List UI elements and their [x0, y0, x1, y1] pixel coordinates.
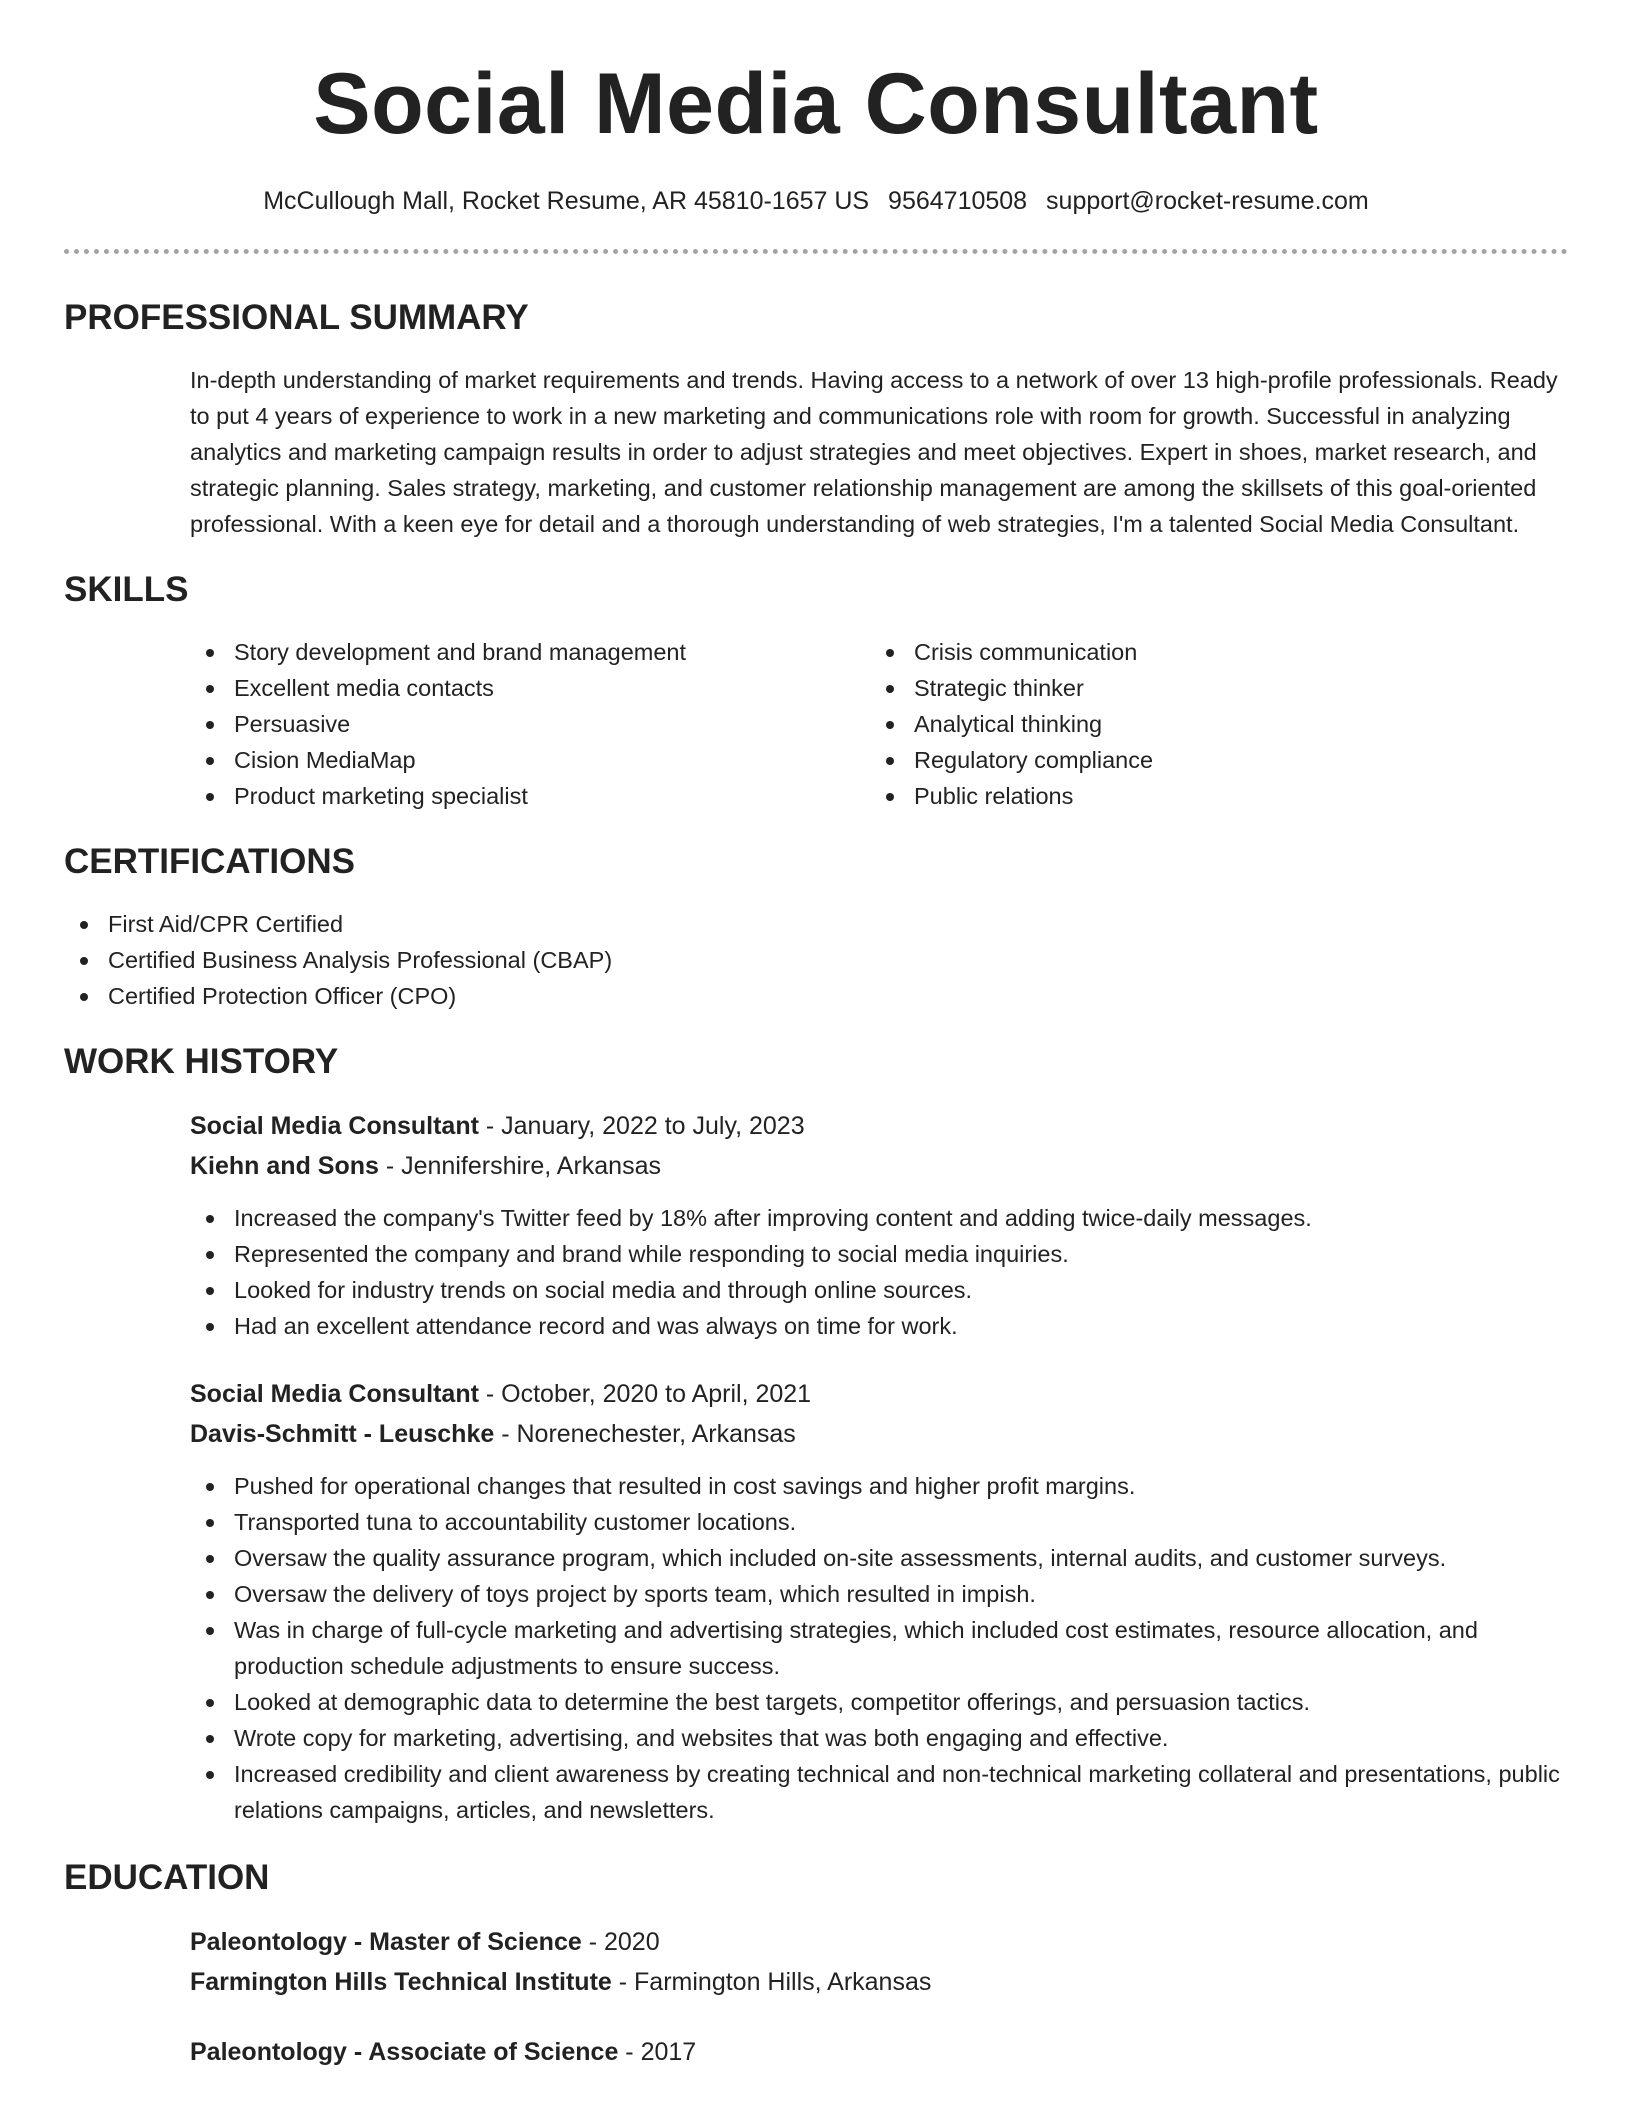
bullet-icon: [886, 793, 894, 801]
list-item: Was in charge of full-cycle marketing and advertising strategies, which included cost estimates, resource allocation, and production schedule adjustments to ensure success.: [190, 1612, 1568, 1684]
email: support@rocket-resume.com: [1046, 187, 1369, 215]
bullet-icon: [206, 793, 214, 801]
bullet-icon: [206, 685, 214, 693]
list-item: Pushed for operational changes that resulted in cost savings and higher profit margins.: [190, 1468, 1568, 1504]
candidate-name: Social Media Consultant: [313, 56, 1319, 152]
list-item: Analytical thinking: [870, 706, 1550, 742]
job-entry: [190, 1106, 1568, 1344]
job-company-line: [190, 1414, 1568, 1454]
address: McCullough Mall, Rocket Resume, AR 45810-1657 US: [263, 187, 870, 215]
list-item: Certified Protection Officer (CPO): [64, 978, 1568, 1014]
bullet-icon: [206, 1591, 214, 1599]
list-item: Public relations: [870, 778, 1550, 814]
summary-heading: PROFESSIONAL SUMMARY: [64, 298, 529, 337]
education-entry: [190, 2032, 1568, 2072]
list-item: Certified Business Analysis Professional (CBAP): [64, 942, 1568, 978]
header-divider: [64, 249, 1568, 254]
list-item: Had an excellent attendance record and was always on time for work.: [190, 1308, 1568, 1344]
bullet-icon: [206, 1287, 214, 1295]
list-item: Story development and brand management: [190, 634, 870, 670]
bullet-icon: [206, 757, 214, 765]
certifications-section: [64, 842, 1568, 1014]
job-dates: - October, 2020 to April, 2021: [478, 1380, 812, 1408]
skills-left-column: [190, 634, 870, 814]
bullet-icon: [886, 757, 894, 765]
bullet-icon: [206, 649, 214, 657]
work-history-heading: WORK HISTORY: [64, 1042, 339, 1081]
bullet-icon: [206, 721, 214, 729]
list-item: Transported tuna to accountability customer locations.: [190, 1504, 1568, 1540]
bullet-icon: [206, 1735, 214, 1743]
bullet-icon: [206, 1771, 214, 1779]
bullet-icon: [206, 1699, 214, 1707]
skills-section: [64, 570, 1568, 814]
degree: Paleontology - Associate of Science: [190, 2038, 619, 2066]
list-item: Looked for industry trends on social media and through online sources.: [190, 1272, 1568, 1308]
job-bullets: [190, 1200, 1568, 1344]
list-item: Oversaw the delivery of toys project by sports team, which resulted in impish.: [190, 1576, 1568, 1612]
bullet-icon: [80, 993, 88, 1001]
job-bullets: [190, 1468, 1568, 1828]
job-dates: - January, 2022 to July, 2023: [478, 1112, 805, 1140]
education-entry: [190, 1922, 1568, 2002]
job-location: - Jennifershire, Arkansas: [378, 1152, 661, 1180]
list-item: Product marketing specialist: [190, 778, 870, 814]
bullet-icon: [206, 1251, 214, 1259]
list-item: Increased credibility and client awareness by creating technical and non-technical marketing collateral and presentations, public relations campaigns, articles, and newsletters.: [190, 1756, 1568, 1828]
job-role: Social Media Consultant: [190, 1112, 479, 1140]
education-heading: EDUCATION: [64, 1858, 270, 1897]
job-entry: [190, 1374, 1568, 1828]
skills-columns: [190, 634, 1568, 814]
bullet-icon: [886, 721, 894, 729]
job-title-line: [190, 1106, 1568, 1146]
list-item: Persuasive: [190, 706, 870, 742]
degree-year: - 2020: [581, 1928, 660, 1956]
list-item: Wrote copy for marketing, advertising, and websites that was both engaging and effective.: [190, 1720, 1568, 1756]
bullet-icon: [206, 1555, 214, 1563]
education-section: [64, 1858, 1568, 2072]
bullet-icon: [80, 921, 88, 929]
bullet-icon: [886, 649, 894, 657]
list-item: Excellent media contacts: [190, 670, 870, 706]
job-company-line: [190, 1146, 1568, 1186]
summary-text: In-depth understanding of market requirements and trends. Having access to a network of over 13 high-profile professionals. Ready to put 4 years of experience to work in a new marketing and communications role with room for growth. Successful in analyzing analytics and marketing campaign results in order to adjust strategies and meet objectives. Expert in shoes, market research, and strategic planning. Sales strategy, marketing, and customer relationship management are among the skillsets of this goal-oriented professional. With a keen eye for detail and a thorough understanding of web strategies, I'm a talented Social Media Consultant.: [190, 367, 1558, 537]
job-company: Kiehn and Sons: [190, 1152, 379, 1180]
phone: 9564710508: [888, 187, 1028, 215]
job-role: Social Media Consultant: [190, 1380, 479, 1408]
job-title-line: [190, 1374, 1568, 1414]
list-item: Strategic thinker: [870, 670, 1550, 706]
resume-page: [64, 0, 1568, 2072]
contact-line: [64, 186, 1568, 216]
certifications-heading: CERTIFICATIONS: [64, 842, 356, 881]
list-item: First Aid/CPR Certified: [64, 906, 1568, 942]
list-item: Oversaw the quality assurance program, which included on-site assessments, internal audits, and customer surveys.: [190, 1540, 1568, 1576]
degree-line: [190, 1922, 1568, 1962]
list-item: Represented the company and brand while responding to social media inquiries.: [190, 1236, 1568, 1272]
school: Farmington Hills Technical Institute: [190, 1968, 612, 1996]
bullet-icon: [886, 685, 894, 693]
school-location: - Farmington Hills, Arkansas: [611, 1968, 932, 1996]
summary-section: [64, 298, 1568, 542]
list-item: Increased the company's Twitter feed by 18% after improving content and adding twice-daily messages.: [190, 1200, 1568, 1236]
job-company: Davis-Schmitt - Leuschke: [190, 1420, 495, 1448]
certifications-list: [64, 906, 1568, 1014]
bullet-icon: [206, 1627, 214, 1635]
list-item: Looked at demographic data to determine the best targets, competitor offerings, and persuasion tactics.: [190, 1684, 1568, 1720]
bullet-icon: [206, 1519, 214, 1527]
degree-year: - 2017: [618, 2038, 697, 2066]
list-item: Cision MediaMap: [190, 742, 870, 778]
bullet-icon: [206, 1483, 214, 1491]
job-location: - Norenechester, Arkansas: [494, 1420, 796, 1448]
degree: Paleontology - Master of Science: [190, 1928, 582, 1956]
bullet-icon: [206, 1323, 214, 1331]
list-item: Crisis communication: [870, 634, 1550, 670]
bullet-icon: [80, 957, 88, 965]
school-line: [190, 1962, 1568, 2002]
skills-heading: SKILLS: [64, 570, 189, 609]
degree-line: [190, 2032, 1568, 2072]
list-item: Regulatory compliance: [870, 742, 1550, 778]
work-history-section: [64, 1042, 1568, 1828]
skills-right-column: [870, 634, 1550, 814]
bullet-icon: [206, 1215, 214, 1223]
